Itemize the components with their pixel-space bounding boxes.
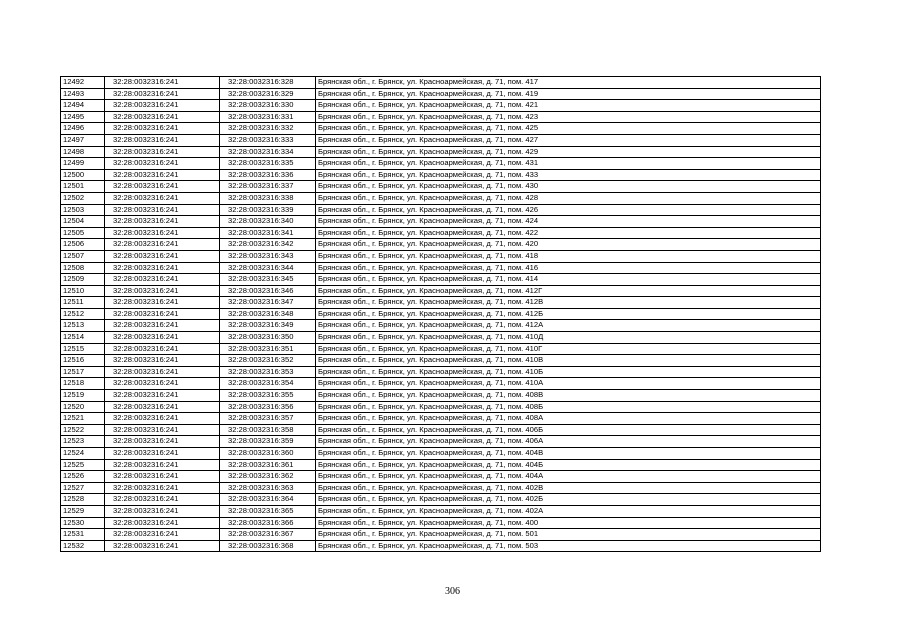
- table-row: [61, 123, 821, 135]
- parent-cadastral-number-cell: 32:28:0032316:241: [105, 529, 220, 541]
- parent-cadastral-number-cell: 32:28:0032316:241: [105, 494, 220, 506]
- page-number: 306: [445, 586, 460, 597]
- cadastral-number-cell: 32:28:0032316:359: [220, 436, 316, 448]
- row-number-cell: 12512: [61, 308, 105, 320]
- cadastral-number-cell: 32:28:0032316:336: [220, 169, 316, 181]
- table-row: [61, 250, 821, 262]
- cadastral-number-cell: 32:28:0032316:346: [220, 285, 316, 297]
- address-cell: Брянская обл., г. Брянск, ул. Красноармейская, д. 71, пом. 402А: [316, 505, 821, 517]
- parent-cadastral-number-cell: 32:28:0032316:241: [105, 320, 220, 332]
- address-cell: Брянская обл., г. Брянск, ул. Красноармейская, д. 71, пом. 423: [316, 111, 821, 123]
- cadastral-number-cell: 32:28:0032316:353: [220, 366, 316, 378]
- address-cell: Брянская обл., г. Брянск, ул. Красноармейская, д. 71, пом. 404А: [316, 471, 821, 483]
- row-number-cell: 12492: [61, 77, 105, 89]
- row-number-cell: 12498: [61, 146, 105, 158]
- row-number-cell: 12529: [61, 505, 105, 517]
- table-row: [61, 204, 821, 216]
- parent-cadastral-number-cell: 32:28:0032316:241: [105, 285, 220, 297]
- row-number-cell: 12526: [61, 471, 105, 483]
- table-row: [61, 378, 821, 390]
- row-number-cell: 12531: [61, 529, 105, 541]
- table-row: [61, 239, 821, 251]
- cadastral-number-cell: 32:28:0032316:361: [220, 459, 316, 471]
- cadastral-number-cell: 32:28:0032316:344: [220, 262, 316, 274]
- table-row: [61, 471, 821, 483]
- address-cell: Брянская обл., г. Брянск, ул. Красноармейская, д. 71, пом. 417: [316, 77, 821, 89]
- table-row: [61, 88, 821, 100]
- row-number-cell: 12505: [61, 227, 105, 239]
- address-cell: Брянская обл., г. Брянск, ул. Красноармейская, д. 71, пом. 503: [316, 540, 821, 552]
- table-row: [61, 436, 821, 448]
- table-row: [61, 169, 821, 181]
- address-cell: Брянская обл., г. Брянск, ул. Красноармейская, д. 71, пом. 406А: [316, 436, 821, 448]
- row-number-cell: 12504: [61, 216, 105, 228]
- cadastral-number-cell: 32:28:0032316:363: [220, 482, 316, 494]
- address-cell: Брянская обл., г. Брянск, ул. Красноармейская, д. 71, пом. 501: [316, 529, 821, 541]
- cadastral-number-cell: 32:28:0032316:347: [220, 297, 316, 309]
- address-cell: Брянская обл., г. Брянск, ул. Красноармейская, д. 71, пом. 412Б: [316, 308, 821, 320]
- address-cell: Брянская обл., г. Брянск, ул. Красноармейская, д. 71, пом. 419: [316, 88, 821, 100]
- cadastral-number-cell: 32:28:0032316:357: [220, 413, 316, 425]
- row-number-cell: 12523: [61, 436, 105, 448]
- cadastral-number-cell: 32:28:0032316:337: [220, 181, 316, 193]
- parent-cadastral-number-cell: 32:28:0032316:241: [105, 262, 220, 274]
- address-cell: Брянская обл., г. Брянск, ул. Красноармейская, д. 71, пом. 420: [316, 239, 821, 251]
- address-cell: Брянская обл., г. Брянск, ул. Красноармейская, д. 71, пом. 410Д: [316, 332, 821, 344]
- table-row: [61, 320, 821, 332]
- table-row: [61, 285, 821, 297]
- table-row: [61, 424, 821, 436]
- address-cell: Брянская обл., г. Брянск, ул. Красноармейская, д. 71, пом. 400: [316, 517, 821, 529]
- cadastral-number-cell: 32:28:0032316:341: [220, 227, 316, 239]
- address-cell: Брянская обл., г. Брянск, ул. Красноармейская, д. 71, пом. 418: [316, 250, 821, 262]
- row-number-cell: 12525: [61, 459, 105, 471]
- table-row: [61, 297, 821, 309]
- table-row: [61, 448, 821, 460]
- parent-cadastral-number-cell: 32:28:0032316:241: [105, 227, 220, 239]
- table-row: [61, 262, 821, 274]
- table-row: [61, 332, 821, 344]
- cadastral-number-cell: 32:28:0032316:333: [220, 134, 316, 146]
- table-row: [61, 146, 821, 158]
- parent-cadastral-number-cell: 32:28:0032316:241: [105, 77, 220, 89]
- cadastral-number-cell: 32:28:0032316:354: [220, 378, 316, 390]
- row-number-cell: 12517: [61, 366, 105, 378]
- parent-cadastral-number-cell: 32:28:0032316:241: [105, 390, 220, 402]
- address-cell: Брянская обл., г. Брянск, ул. Красноармейская, д. 71, пом. 424: [316, 216, 821, 228]
- row-number-cell: 12509: [61, 274, 105, 286]
- cadastral-number-cell: 32:28:0032316:365: [220, 505, 316, 517]
- cadastral-number-cell: 32:28:0032316:366: [220, 517, 316, 529]
- row-number-cell: 12499: [61, 158, 105, 170]
- cadastral-number-cell: 32:28:0032316:338: [220, 192, 316, 204]
- row-number-cell: 12500: [61, 169, 105, 181]
- table-row: [61, 401, 821, 413]
- table-row: [61, 216, 821, 228]
- row-number-cell: 12530: [61, 517, 105, 529]
- cadastral-number-cell: 32:28:0032316:362: [220, 471, 316, 483]
- cadastral-number-cell: 32:28:0032316:331: [220, 111, 316, 123]
- address-cell: Брянская обл., г. Брянск, ул. Красноармейская, д. 71, пом. 430: [316, 181, 821, 193]
- row-number-cell: 12521: [61, 413, 105, 425]
- parent-cadastral-number-cell: 32:28:0032316:241: [105, 297, 220, 309]
- row-number-cell: 12508: [61, 262, 105, 274]
- address-cell: Брянская обл., г. Брянск, ул. Красноармейская, д. 71, пом. 404Б: [316, 459, 821, 471]
- row-number-cell: 12503: [61, 204, 105, 216]
- parent-cadastral-number-cell: 32:28:0032316:241: [105, 366, 220, 378]
- parent-cadastral-number-cell: 32:28:0032316:241: [105, 88, 220, 100]
- table-row: [61, 366, 821, 378]
- row-number-cell: 12495: [61, 111, 105, 123]
- address-cell: Брянская обл., г. Брянск, ул. Красноармейская, д. 71, пом. 427: [316, 134, 821, 146]
- row-number-cell: 12513: [61, 320, 105, 332]
- row-number-cell: 12532: [61, 540, 105, 552]
- row-number-cell: 12515: [61, 343, 105, 355]
- parent-cadastral-number-cell: 32:28:0032316:241: [105, 274, 220, 286]
- cadastral-number-cell: 32:28:0032316:360: [220, 448, 316, 460]
- table-row: [61, 192, 821, 204]
- row-number-cell: 12494: [61, 100, 105, 112]
- cadastral-number-cell: 32:28:0032316:350: [220, 332, 316, 344]
- cadastral-number-cell: 32:28:0032316:339: [220, 204, 316, 216]
- address-cell: Брянская обл., г. Брянск, ул. Красноармейская, д. 71, пом. 429: [316, 146, 821, 158]
- row-number-cell: 12528: [61, 494, 105, 506]
- row-number-cell: 12518: [61, 378, 105, 390]
- table-row: [61, 505, 821, 517]
- table-row: [61, 482, 821, 494]
- parent-cadastral-number-cell: 32:28:0032316:241: [105, 169, 220, 181]
- row-number-cell: 12506: [61, 239, 105, 251]
- cadastral-number-cell: 32:28:0032316:348: [220, 308, 316, 320]
- parent-cadastral-number-cell: 32:28:0032316:241: [105, 100, 220, 112]
- address-cell: Брянская обл., г. Брянск, ул. Красноармейская, д. 71, пом. 416: [316, 262, 821, 274]
- address-cell: Брянская обл., г. Брянск, ул. Красноармейская, д. 71, пом. 410А: [316, 378, 821, 390]
- table-row: [61, 355, 821, 367]
- cadastral-number-cell: 32:28:0032316:355: [220, 390, 316, 402]
- parent-cadastral-number-cell: 32:28:0032316:241: [105, 216, 220, 228]
- parent-cadastral-number-cell: 32:28:0032316:241: [105, 459, 220, 471]
- row-number-cell: 12520: [61, 401, 105, 413]
- table-row: [61, 390, 821, 402]
- parent-cadastral-number-cell: 32:28:0032316:241: [105, 332, 220, 344]
- row-number-cell: 12514: [61, 332, 105, 344]
- parent-cadastral-number-cell: 32:28:0032316:241: [105, 343, 220, 355]
- table-row: [61, 77, 821, 89]
- cadastral-number-cell: 32:28:0032316:334: [220, 146, 316, 158]
- address-cell: Брянская обл., г. Брянск, ул. Красноармейская, д. 71, пом. 402В: [316, 482, 821, 494]
- parent-cadastral-number-cell: 32:28:0032316:241: [105, 250, 220, 262]
- address-cell: Брянская обл., г. Брянск, ул. Красноармейская, д. 71, пом. 412В: [316, 297, 821, 309]
- row-number-cell: 12511: [61, 297, 105, 309]
- table-row: [61, 227, 821, 239]
- cadastral-number-cell: 32:28:0032316:349: [220, 320, 316, 332]
- cadastral-number-cell: 32:28:0032316:364: [220, 494, 316, 506]
- row-number-cell: 12497: [61, 134, 105, 146]
- address-cell: Брянская обл., г. Брянск, ул. Красноармейская, д. 71, пом. 431: [316, 158, 821, 170]
- parent-cadastral-number-cell: 32:28:0032316:241: [105, 204, 220, 216]
- parent-cadastral-number-cell: 32:28:0032316:241: [105, 448, 220, 460]
- parent-cadastral-number-cell: 32:28:0032316:241: [105, 401, 220, 413]
- cadastral-number-cell: 32:28:0032316:340: [220, 216, 316, 228]
- cadastral-number-cell: 32:28:0032316:356: [220, 401, 316, 413]
- address-cell: Брянская обл., г. Брянск, ул. Красноармейская, д. 71, пом. 410В: [316, 355, 821, 367]
- table-row: [61, 517, 821, 529]
- table-row: [61, 494, 821, 506]
- address-cell: Брянская обл., г. Брянск, ул. Красноармейская, д. 71, пом. 433: [316, 169, 821, 181]
- cadastral-number-cell: 32:28:0032316:351: [220, 343, 316, 355]
- row-number-cell: 12493: [61, 88, 105, 100]
- parent-cadastral-number-cell: 32:28:0032316:241: [105, 482, 220, 494]
- parent-cadastral-number-cell: 32:28:0032316:241: [105, 413, 220, 425]
- row-number-cell: 12507: [61, 250, 105, 262]
- parent-cadastral-number-cell: 32:28:0032316:241: [105, 123, 220, 135]
- parent-cadastral-number-cell: 32:28:0032316:241: [105, 424, 220, 436]
- parent-cadastral-number-cell: 32:28:0032316:241: [105, 111, 220, 123]
- cadastral-number-cell: 32:28:0032316:367: [220, 529, 316, 541]
- address-cell: Брянская обл., г. Брянск, ул. Красноармейская, д. 71, пом. 406Б: [316, 424, 821, 436]
- parent-cadastral-number-cell: 32:28:0032316:241: [105, 239, 220, 251]
- table-row: [61, 343, 821, 355]
- cadastral-number-cell: 32:28:0032316:343: [220, 250, 316, 262]
- parent-cadastral-number-cell: 32:28:0032316:241: [105, 378, 220, 390]
- cadastral-number-cell: 32:28:0032316:358: [220, 424, 316, 436]
- address-cell: Брянская обл., г. Брянск, ул. Красноармейская, д. 71, пом. 404В: [316, 448, 821, 460]
- parent-cadastral-number-cell: 32:28:0032316:241: [105, 192, 220, 204]
- parent-cadastral-number-cell: 32:28:0032316:241: [105, 505, 220, 517]
- table-row: [61, 158, 821, 170]
- parent-cadastral-number-cell: 32:28:0032316:241: [105, 436, 220, 448]
- table-row: [61, 413, 821, 425]
- address-cell: Брянская обл., г. Брянск, ул. Красноармейская, д. 71, пом. 410Г: [316, 343, 821, 355]
- cadastral-number-cell: 32:28:0032316:342: [220, 239, 316, 251]
- parent-cadastral-number-cell: 32:28:0032316:241: [105, 471, 220, 483]
- parent-cadastral-number-cell: 32:28:0032316:241: [105, 146, 220, 158]
- registry-table-body: [61, 77, 821, 552]
- table-row: [61, 111, 821, 123]
- address-cell: Брянская обл., г. Брянск, ул. Красноармейская, д. 71, пом. 412Г: [316, 285, 821, 297]
- address-cell: Брянская обл., г. Брянск, ул. Красноармейская, д. 71, пом. 422: [316, 227, 821, 239]
- row-number-cell: 12522: [61, 424, 105, 436]
- address-cell: Брянская обл., г. Брянск, ул. Красноармейская, д. 71, пом. 408Б: [316, 401, 821, 413]
- address-cell: Брянская обл., г. Брянск, ул. Красноармейская, д. 71, пом. 426: [316, 204, 821, 216]
- cadastral-number-cell: 32:28:0032316:330: [220, 100, 316, 112]
- row-number-cell: 12502: [61, 192, 105, 204]
- cadastral-number-cell: 32:28:0032316:332: [220, 123, 316, 135]
- address-cell: Брянская обл., г. Брянск, ул. Красноармейская, д. 71, пом. 408В: [316, 390, 821, 402]
- cadastral-number-cell: 32:28:0032316:345: [220, 274, 316, 286]
- cadastral-number-cell: 32:28:0032316:368: [220, 540, 316, 552]
- parent-cadastral-number-cell: 32:28:0032316:241: [105, 517, 220, 529]
- registry-table: [60, 76, 821, 552]
- address-cell: Брянская обл., г. Брянск, ул. Красноармейская, д. 71, пом. 414: [316, 274, 821, 286]
- row-number-cell: 12510: [61, 285, 105, 297]
- cadastral-number-cell: 32:28:0032316:352: [220, 355, 316, 367]
- address-cell: Брянская обл., г. Брянск, ул. Красноармейская, д. 71, пом. 428: [316, 192, 821, 204]
- parent-cadastral-number-cell: 32:28:0032316:241: [105, 355, 220, 367]
- table-row: [61, 274, 821, 286]
- cadastral-number-cell: 32:28:0032316:329: [220, 88, 316, 100]
- address-cell: Брянская обл., г. Брянск, ул. Красноармейская, д. 71, пом. 421: [316, 100, 821, 112]
- address-cell: Брянская обл., г. Брянск, ул. Красноармейская, д. 71, пом. 402Б: [316, 494, 821, 506]
- table-row: [61, 134, 821, 146]
- table-row: [61, 181, 821, 193]
- parent-cadastral-number-cell: 32:28:0032316:241: [105, 134, 220, 146]
- parent-cadastral-number-cell: 32:28:0032316:241: [105, 181, 220, 193]
- parent-cadastral-number-cell: 32:28:0032316:241: [105, 540, 220, 552]
- row-number-cell: 12527: [61, 482, 105, 494]
- table-row: [61, 529, 821, 541]
- table-row: [61, 540, 821, 552]
- row-number-cell: 12496: [61, 123, 105, 135]
- address-cell: Брянская обл., г. Брянск, ул. Красноармейская, д. 71, пом. 425: [316, 123, 821, 135]
- parent-cadastral-number-cell: 32:28:0032316:241: [105, 308, 220, 320]
- table-row: [61, 100, 821, 112]
- row-number-cell: 12501: [61, 181, 105, 193]
- address-cell: Брянская обл., г. Брянск, ул. Красноармейская, д. 71, пом. 412А: [316, 320, 821, 332]
- table-row: [61, 308, 821, 320]
- cadastral-number-cell: 32:28:0032316:335: [220, 158, 316, 170]
- row-number-cell: 12524: [61, 448, 105, 460]
- parent-cadastral-number-cell: 32:28:0032316:241: [105, 158, 220, 170]
- cadastral-number-cell: 32:28:0032316:328: [220, 77, 316, 89]
- row-number-cell: 12519: [61, 390, 105, 402]
- address-cell: Брянская обл., г. Брянск, ул. Красноармейская, д. 71, пом. 408А: [316, 413, 821, 425]
- row-number-cell: 12516: [61, 355, 105, 367]
- address-cell: Брянская обл., г. Брянск, ул. Красноармейская, д. 71, пом. 410Б: [316, 366, 821, 378]
- table-row: [61, 459, 821, 471]
